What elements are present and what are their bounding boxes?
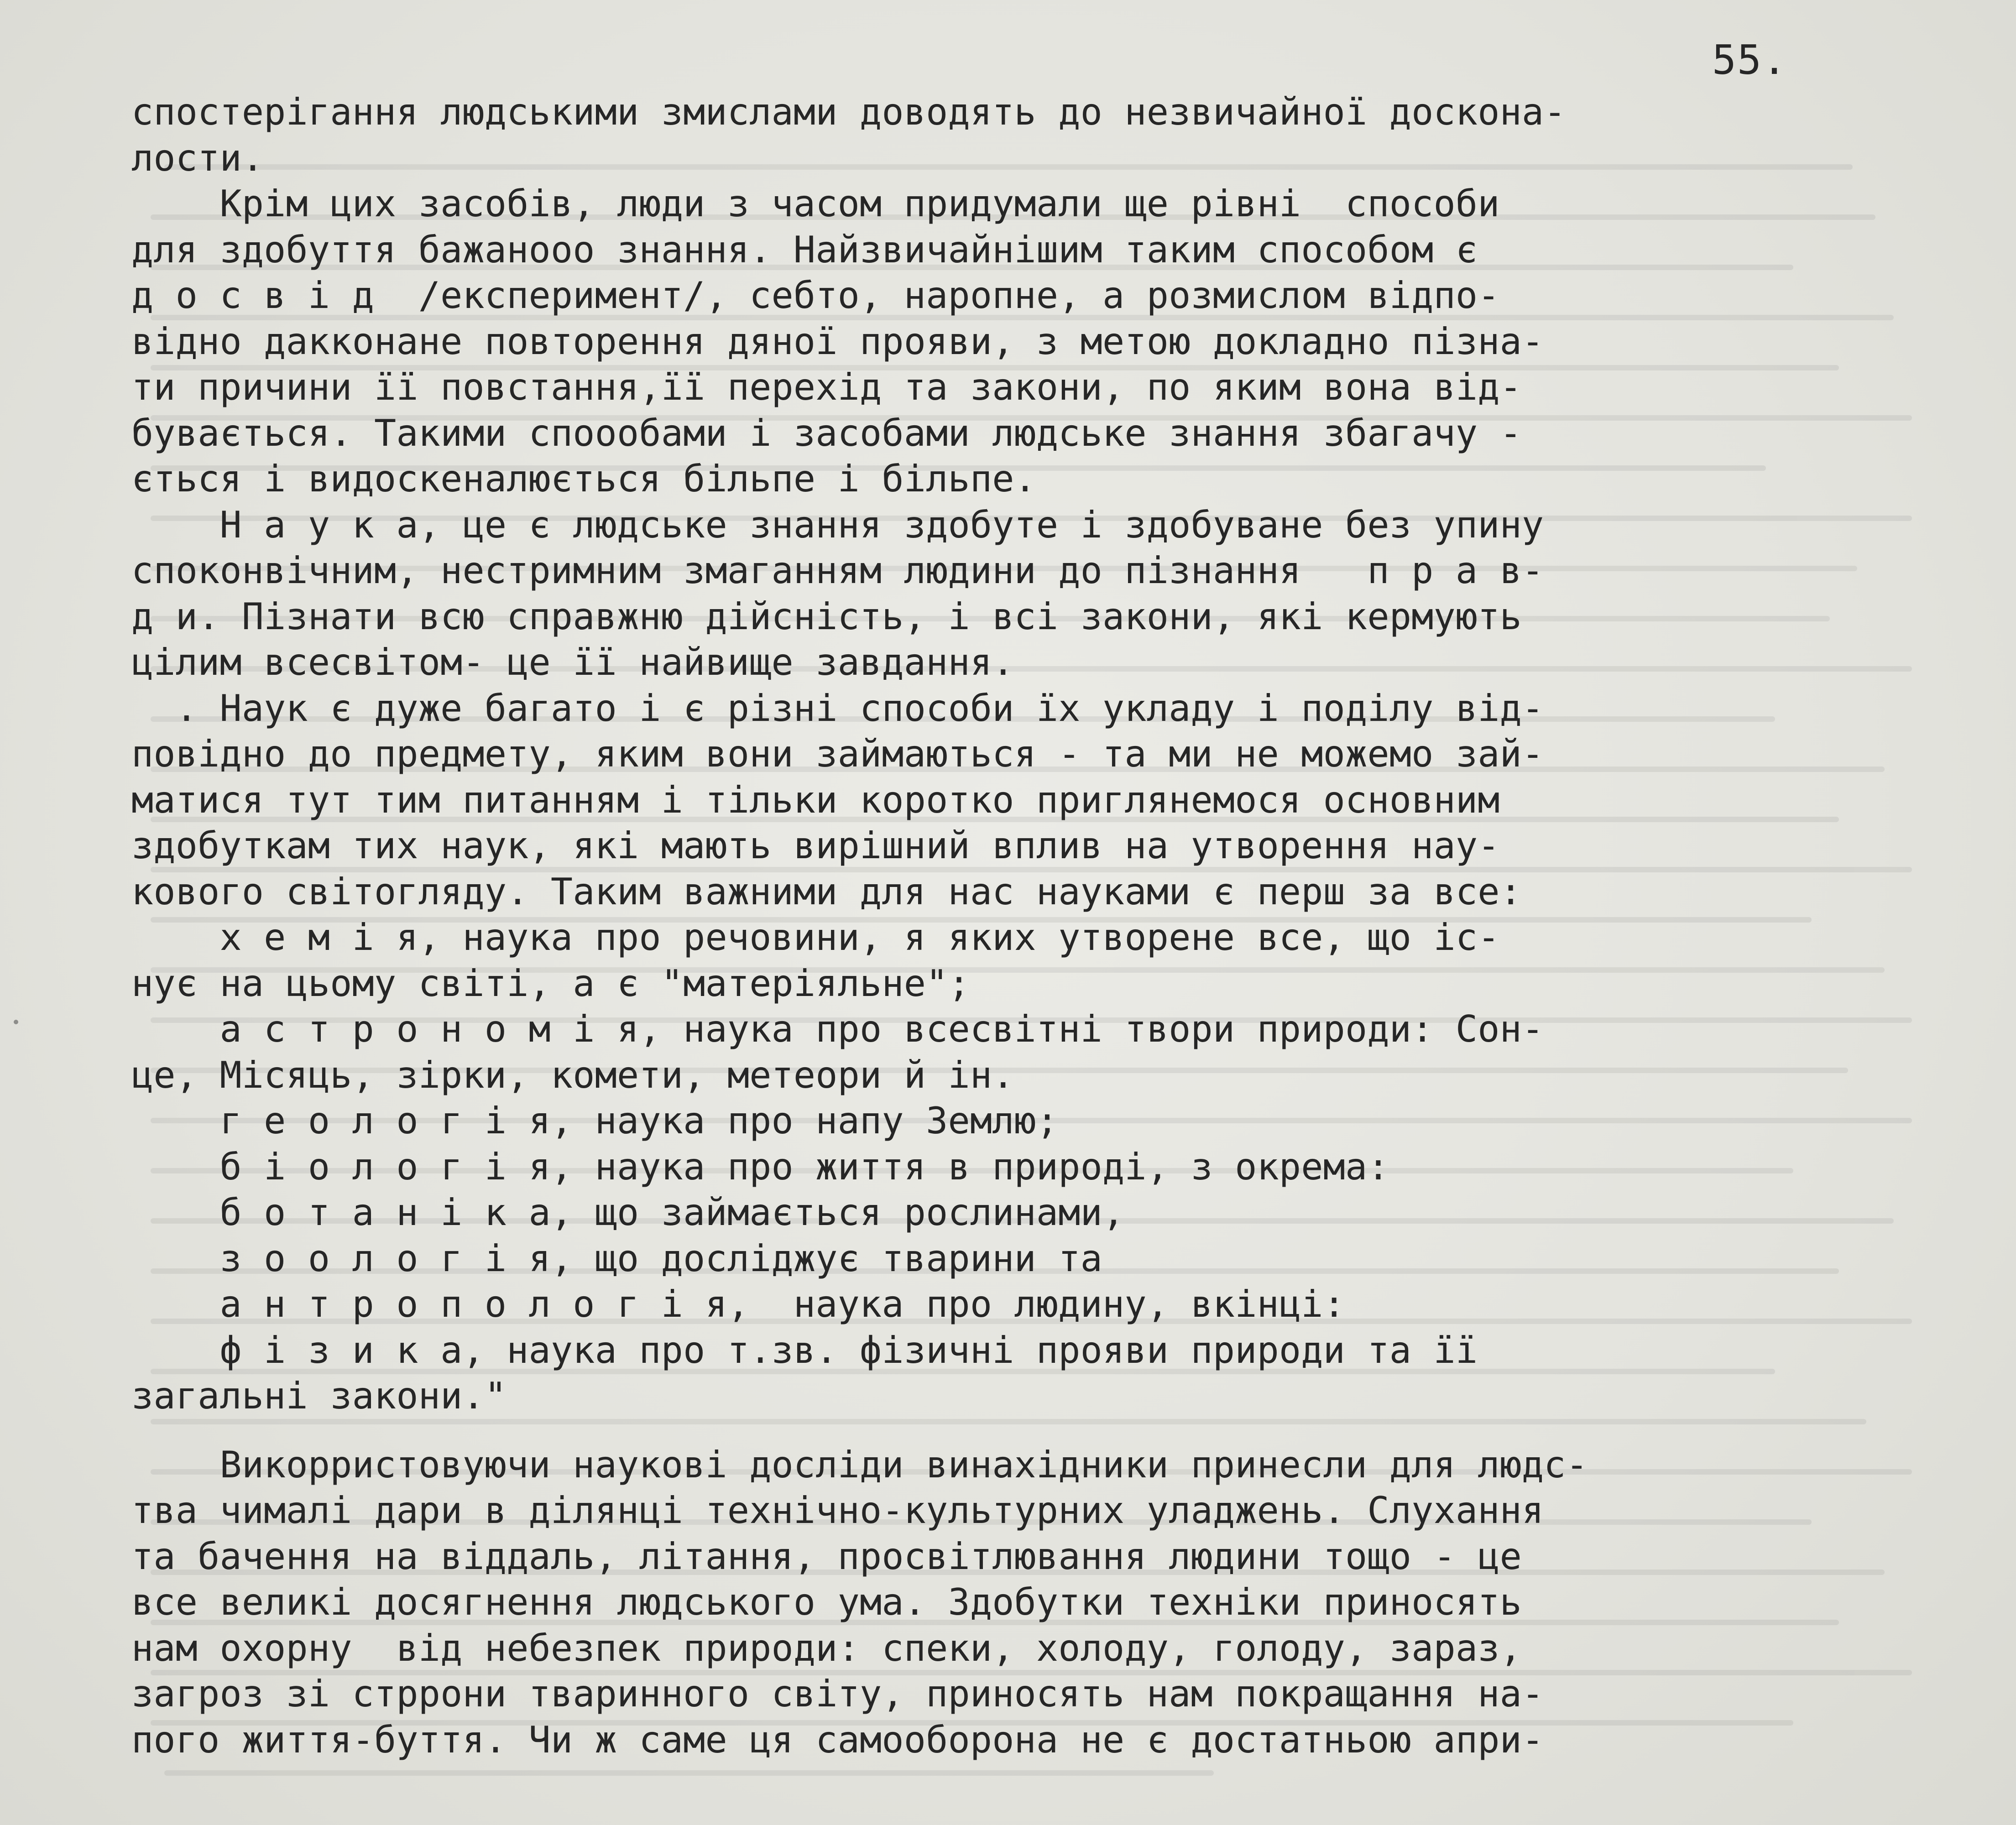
text-line: ти причини її повстання,її перехід та закони, по яким вона від- — [131, 366, 1522, 408]
text-line: загроз зі стррони тваринного світу, приносять нам покращання на- — [131, 1673, 1544, 1715]
text-line: загальні закони." — [131, 1375, 507, 1417]
text-line: для здобуття бажанооо знання. Найзвичайнішим таким способом є — [131, 228, 1478, 271]
paragraph-gap — [131, 1419, 1938, 1442]
text-line: повідно до предмету, яким вони займаються - та ми не можемо зай- — [131, 733, 1544, 775]
text-line: та бачення на віддаль, літання, просвітлювання людини тощо - це — [131, 1535, 1522, 1578]
text-line: нам охорну від небезпек природи: спеки, холоду, голоду, зараз, — [131, 1627, 1522, 1669]
text-line: бувається. Такими споообами і засобами людське знання збагачу - — [131, 412, 1522, 454]
text-line: ється і видоскеналюється більпе і більпе. — [131, 458, 1036, 500]
text-line: Викоpристовуючи наукові досліди винахідники принесли для людс- — [131, 1443, 1588, 1486]
page-number: 55. — [1712, 36, 1787, 83]
text-line: х е м і я, наука про речовини, я яких утворене все, що іс- — [131, 916, 1500, 959]
ink-speck — [14, 1020, 18, 1024]
text-line: б і о л о г і я, наука про життя в природі, з окрема: — [131, 1145, 1389, 1188]
text-line: матися тут тим питанням і тільки коротко приглянемося основним — [131, 778, 1500, 821]
text-line: нує на цьому світі, а є "матеріяльне"; — [131, 962, 970, 1005]
text-line: а с т р о н о м і я, наука про всесвітні твори природи: Сон- — [131, 1008, 1544, 1050]
text-line: з о о л о г і я, що досліджує тварини та — [131, 1237, 1103, 1280]
text-line: г е о л о г і я, наука про напу Землю; — [131, 1100, 1059, 1142]
text-line: пого життя-буття. Чи ж саме ця самооборона не є достатньою апри- — [131, 1718, 1544, 1761]
text-line: ф і з и к а, наука про т.зв. фізичні прояви природи та її — [131, 1329, 1478, 1371]
text-line: відно дакконане повторення дяної прояви, з метою докладно пізна- — [131, 320, 1544, 363]
text-line: спостерігання людськими змислами доводять до незвичайної доскона- — [131, 91, 1566, 133]
text-line: все великі досягнення людського ума. Здобутки техніки приносять — [131, 1581, 1522, 1623]
text-line: лости. — [131, 136, 264, 179]
text-line: . Наук є дуже багато і є різні способи їх укладу і поділу від- — [131, 687, 1544, 730]
text-line: здобуткам тих наук, які мають вирішний вплив на утворення нау- — [131, 824, 1500, 867]
text-line: споконвічним, нестримним змаганням людини до пізнання п р а в- — [131, 549, 1544, 592]
text-line: б о т а н і к а, що займається рослинами, — [131, 1191, 1125, 1234]
text-line: Крім цих засобів, люди з часом придумали ще рівні способи — [131, 182, 1500, 225]
text-line: Н а у к а, це є людське знання здобуте і здобуване без упину — [131, 503, 1544, 546]
typewritten-text — [131, 89, 1938, 1763]
text-line: кового світогляду. Таким важними для нас науками є перш за все: — [131, 870, 1522, 913]
text-line: д о с в і д /експеримент/, себто, наропне, а розмислом відпо- — [131, 274, 1500, 317]
text-line: д и. Пізнати всю справжню дійсність, і всі закони, які кермують — [131, 595, 1522, 638]
text-line: це, Місяць, зірки, комети, метеори й ін. — [131, 1053, 1014, 1096]
text-line: цілим всесвітом- це її найвище завдання. — [131, 641, 1014, 683]
text-line: а н т р о п о л о г і я, наука про людину, вкінці: — [131, 1283, 1346, 1325]
text-line: тва чималі дари в ділянці технічно-культурних уладжень. Слухання — [131, 1489, 1544, 1532]
